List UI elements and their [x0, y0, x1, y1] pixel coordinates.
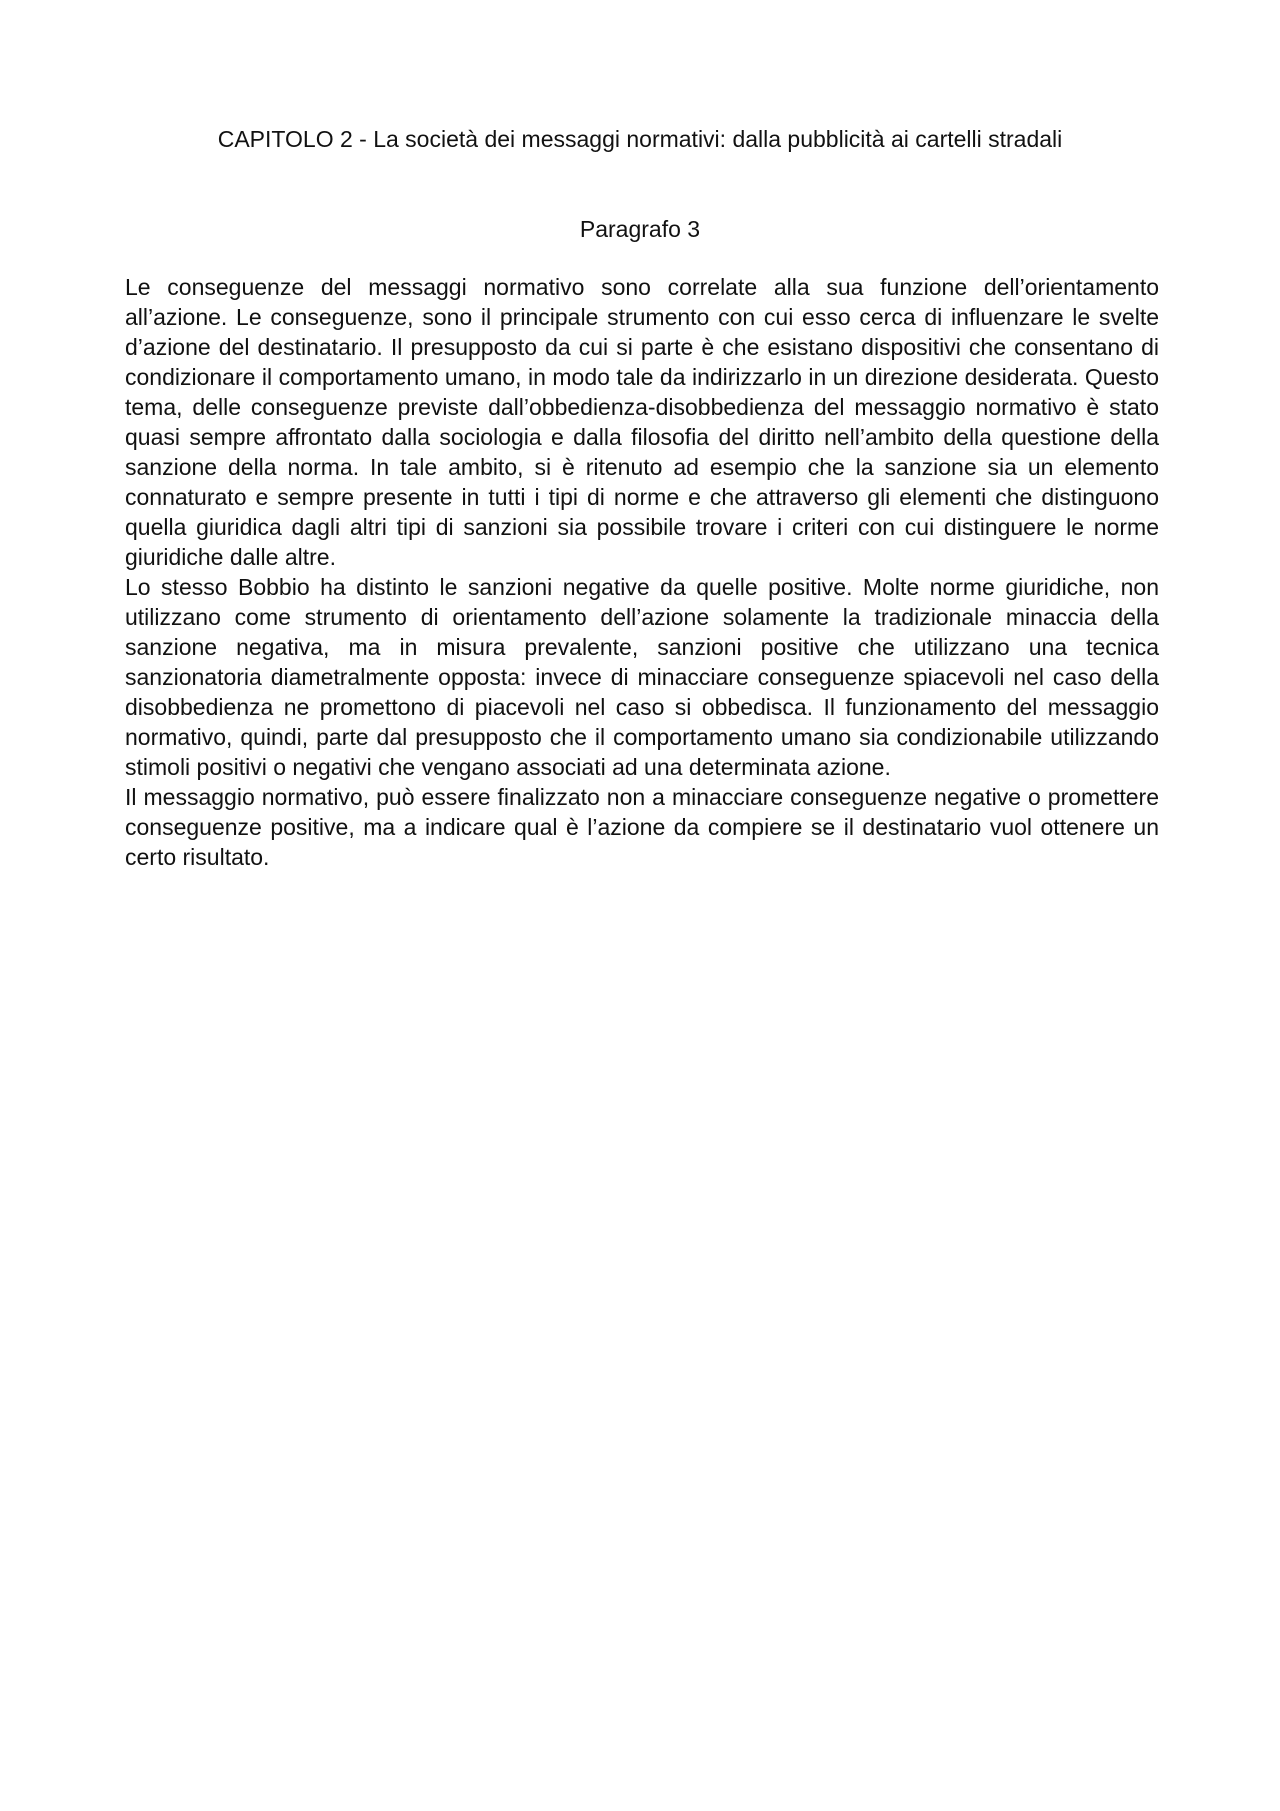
chapter-title: CAPITOLO 2 - La società dei messaggi normativi: dalla pubblicità ai cartelli stradali [217, 126, 1063, 152]
body-text [125, 272, 1159, 872]
paragraph-2: Lo stesso Bobbio ha distinto le sanzioni negative da quelle positive. Molte norme giuridiche, non utilizzano come strumento di orientamento dell’azione solamente la tradizionale minaccia della sanzione negativa, ma in misura prevalente, sanzioni positive che utilizzano una tecnica sanzionatoria diametralmente opposta: invece di minacciare conseguenze spiacevoli nel caso della disobbedienza ne promettono di piacevoli nel caso si obbedisca. Il funzionamento del messaggio normativo, quindi, parte dal presupposto che il comportamento umano sia condizionabile utilizzando stimoli positivi o negativi che vengano associati ad una determinata azione. [125, 574, 1159, 780]
paragraph-3: Il messaggio normativo, può essere finalizzato non a minacciare conseguenze negative o promettere conseguenze positive, ma a indicare qual è l’azione da compiere se il destinatario vuol ottenere un certo risultato. [125, 784, 1159, 870]
paragraph-1: Le conseguenze del messaggi normativo sono correlate alla sua funzione dell’orientamento all’azione. Le conseguenze, sono il principale strumento con cui esso cerca di influenzare le svelte d’azione del destinatario. Il presupposto da cui si parte è che esistano dispositivi che consentano di condizionare il comportamento umano, in modo tale da indirizzarlo in un direzione desiderata. Questo tema, delle conseguenze previste dall’obbedienza-disobbedienza del messaggio normativo è stato quasi sempre affrontato dalla sociologia e dalla filosofia del diritto nell’ambito della questione della sanzione della norma. In tale ambito, si è ritenuto ad esempio che la sanzione sia un elemento connaturato e sempre presente in tutti i tipi di norme e che attraverso gli elementi che distinguono quella giuridica dagli altri tipi di sanzioni sia possibile trovare i criteri con cui distinguere le norme giuridiche dalle altre. [125, 274, 1159, 570]
section-title: Paragrafo 3 [579, 216, 701, 242]
